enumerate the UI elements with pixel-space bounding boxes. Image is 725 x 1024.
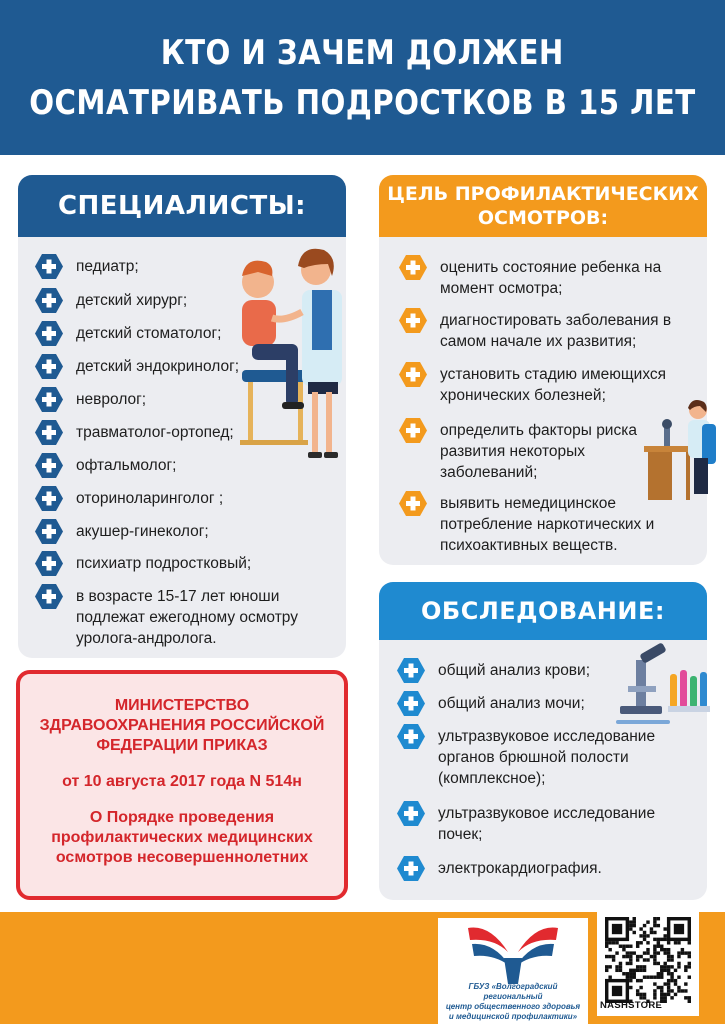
specialist-item-urologist-text: уролога-андролога. [76,630,217,647]
exam-item-text: общий анализ крови; [438,662,591,679]
specialist-item-text: психиатр подростковый; [76,555,252,572]
plus-hexagon-icon [34,550,64,577]
specialist-item [34,323,221,347]
plus-hexagon-icon [398,361,428,388]
order-subject-line-2: профилактических медицинских [51,829,313,846]
org-logo-icon [464,922,562,986]
specialist-item-text: травматолог-ортопед; [76,424,234,441]
goal-item-text: оценить состояние ребенка на [440,259,662,276]
exam-item [396,693,585,717]
exam-item-text: общий анализ мочи; [438,695,585,712]
plus-hexagon-icon [398,307,428,334]
plus-hexagon-icon [396,855,426,882]
specialist-item-urologist [34,586,298,649]
exam-item [396,858,602,882]
specialist-item-urologist-text: подлежат ежегодному осмотру [76,609,299,626]
lab-worker-illustration [642,398,720,502]
plus-hexagon-icon [34,253,64,280]
org-name-line-2: центр общественного здоровья [445,1002,581,1011]
goal-item-text: самом начале их развития; [440,333,637,350]
specialist-item [34,488,223,512]
goal-item [398,364,666,406]
plus-hexagon-icon [396,690,426,717]
specialist-item-text: акушер-гинеколог; [76,523,209,540]
specialist-item-urologist-text: в возрасте 15-17 лет юноши [76,588,280,605]
specialist-item [34,290,187,314]
specialist-item [34,422,234,446]
goal-item [398,493,654,556]
exam-item-text: ультразвуковое исследование [438,728,656,745]
specialist-item [34,553,251,577]
org-name-line-3: и медицинской профилактики» [448,1012,578,1021]
doctor-patient-illustration [228,242,358,472]
store-label: NASHSTORE [600,1000,663,1011]
exam-item-text: ультразвуковое исследование [438,805,656,822]
plus-hexagon-icon [34,353,64,380]
page-title-line-2: ОСМАТРИВАТЬ ПОДРОСТКОВ В 15 ЛЕТ [29,82,696,123]
goal-title-line-1: ЦЕЛЬ ПРОФИЛАКТИЧЕСКИХ [387,183,699,205]
goal-item-text: психоактивных веществ. [440,537,618,554]
specialist-item [34,455,176,479]
specialist-item-text: детский хирург; [76,292,188,309]
plus-hexagon-icon [34,485,64,512]
goal-item-text: заболеваний; [440,464,538,481]
exam-item-text: почек; [438,826,483,843]
goal-item-text: потребление наркотических и [440,516,655,533]
plus-hexagon-icon [34,419,64,446]
specialist-item-text: педиатр; [76,258,139,275]
order-line-3: ФЕДЕРАЦИИ ПРИКАЗ [96,737,268,754]
specialist-item [34,389,146,413]
specialists-title: СПЕЦИАЛИСТЫ: [18,175,346,237]
plus-hexagon-icon [34,320,64,347]
specialist-item [34,356,239,380]
goal-item-text: развития некоторых [440,443,585,460]
specialist-item-text: офтальмолог; [76,457,177,474]
plus-hexagon-icon [34,518,64,545]
exam-item [396,660,590,684]
plus-hexagon-icon [34,386,64,413]
exam-item-text: органов брюшной полости [438,749,629,766]
org-name [441,982,585,1022]
exam-item-text: электрокардиография. [438,860,602,877]
plus-hexagon-icon [34,287,64,314]
order-subject-line-3: осмотров несовершеннолетних [55,849,309,866]
exam-title: ОБСЛЕДОВАНИЕ: [379,582,707,640]
page-header [0,0,725,155]
specialist-item-text: детский стоматолог; [76,325,222,342]
exam-item-text: (комплексное); [438,770,546,787]
goal-title-line-2: ОСМОТРОВ: [477,207,609,229]
specialist-item-text: детский эндокринолог; [76,358,240,375]
specialist-item [34,521,209,545]
goal-item-text: установить стадию имеющихся [440,366,667,383]
goal-title [379,175,707,237]
exam-item [396,803,655,845]
goal-item [398,420,637,483]
plus-hexagon-icon [396,657,426,684]
order-subject-line-1: О Порядке проведения [89,809,275,826]
plus-hexagon-icon [396,723,426,750]
plus-hexagon-icon [398,417,428,444]
page-title-line-1: КТО И ЗАЧЕМ ДОЛЖЕН [161,32,564,73]
plus-hexagon-icon [398,490,428,517]
specialist-item [34,256,139,280]
org-name-line-1: ГБУЗ «Волгоградский региональный [468,982,558,1001]
plus-hexagon-icon [398,254,428,281]
goal-item [398,257,661,299]
order-line-1: МИНИСТЕРСТВО [114,697,250,714]
microscope-illustration [610,640,720,730]
goal-item [398,310,671,352]
order-line-2: ЗДРАВООХРАНЕНИЯ РОССИЙСКОЙ [39,717,325,734]
order-date: от 10 августа 2017 года N 514н [62,773,302,790]
goal-item-text: хронических болезней; [440,387,606,404]
plus-hexagon-icon [34,583,64,610]
ministry-order-box [16,670,348,900]
goal-item-text: выявить немедицинское [440,495,617,512]
specialist-item-text: оториноларинголог ; [76,490,224,507]
goal-item-text: момент осмотра; [440,280,563,297]
qr-code-icon[interactable] [605,917,691,1003]
goal-item-text: определить факторы риска [440,422,637,439]
specialist-item-text: невролог; [76,391,147,408]
exam-item [396,726,655,789]
plus-hexagon-icon [396,800,426,827]
goal-item-text: диагностировать заболевания в [440,312,672,329]
plus-hexagon-icon [34,452,64,479]
